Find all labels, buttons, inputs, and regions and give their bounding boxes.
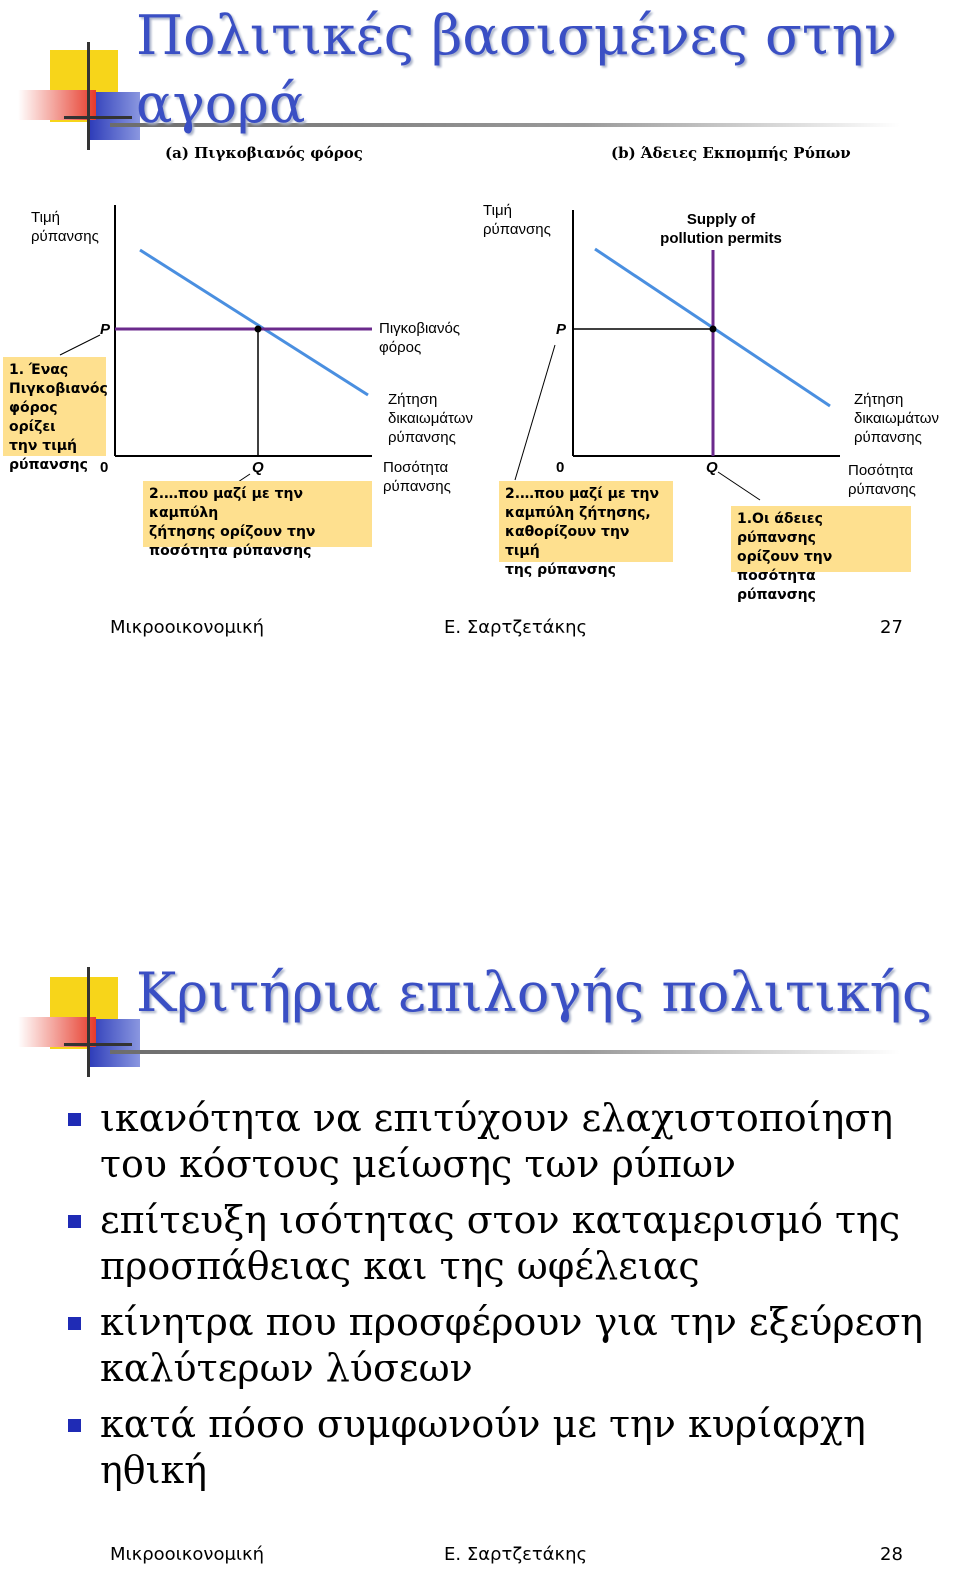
slide-28 (0, 955, 960, 1577)
deco-horizontal-line (64, 1043, 132, 1046)
list-item-text: κατά πόσο συμφωνούν με την κυρίαρχη ηθική (100, 1402, 866, 1492)
panel-a-x-axis-label: Ποσότητα ρύπανσης (383, 459, 451, 495)
panel-b-p-label: P (556, 321, 567, 338)
footer-author: Ε. Σαρτζετάκης (444, 1544, 588, 1565)
panel-a-caption: (a) Πιγκοβιανός φόρος (165, 144, 363, 162)
panel-b-q-leader (718, 472, 760, 500)
bullet-square-icon (68, 1317, 81, 1330)
title-underline (110, 1050, 900, 1054)
slide-title: Κριτήρια επιλογής πολιτικής (136, 961, 933, 1024)
panel-b-x-axis-label: Ποσότητα ρύπανσης (848, 462, 916, 498)
footer-page-number: 27 (880, 617, 903, 638)
footer-page-number: 28 (880, 1544, 903, 1565)
list-item (66, 1299, 946, 1391)
panel-a-q-label: Q (252, 459, 264, 476)
panel-a-note-2: 2.…που μαζί με την καμπύλη ζήτησης ορίζουν την ποσότητα ρύπανσης (143, 481, 372, 547)
panel-a-note1-leader (60, 335, 100, 355)
panel-b-y-axis-label: Τιμή ρύπανσης (483, 202, 551, 238)
panel-a-p-label: P (100, 321, 111, 338)
deco-vertical-line (87, 967, 90, 1077)
panel-b-equilibrium-point (710, 326, 717, 333)
list-item-text: κίνητρα που προσφέρουν για την εξεύρεση καλύτερων λύσεων (100, 1300, 924, 1390)
panel-b-note-1: 1.Οι άδειες ρύπανσης ορίζουν την ποσότητα ρύπανσης (731, 506, 911, 572)
panel-b-demand-label: Ζήτηση δικαιωμάτων ρύπανσης (854, 391, 939, 446)
panel-a-zero-label: 0 (100, 459, 109, 476)
panel-b-zero-label: 0 (556, 459, 565, 476)
panel-a-demand-line (140, 250, 368, 395)
list-item (66, 1197, 946, 1289)
panel-b-caption: (b) Άδειες Εκπομπής Ρύπων (611, 144, 851, 162)
list-item-text: ικανότητα να επιτύχουν ελαχιστοποίηση του κόστους μείωσης των ρύπων (100, 1096, 893, 1186)
panel-a-y-axis-label: Τιμή ρύπανσης (31, 209, 99, 245)
criteria-list (66, 1095, 946, 1503)
list-item-text: επίτευξη ισότητας στον καταμερισμό της προσπάθειας και της ωφέλειας (100, 1198, 901, 1288)
panel-b-supply-label: Supply of pollution permits (660, 211, 782, 247)
panel-a-note-1: 1. Ένας Πιγκοβιανός φόρος ορίζει την τιμή ρύπανσης (3, 357, 106, 456)
footer-course: Μικροοικονομική (110, 617, 265, 638)
panel-b-note2-leader (515, 345, 555, 480)
panel-a-tax-label: Πιγκοβιανός φόρος (379, 320, 461, 356)
bullet-square-icon (68, 1215, 81, 1228)
footer-author: Ε. Σαρτζετάκης (444, 617, 588, 638)
footer-course: Μικροοικονομική (110, 1544, 265, 1565)
list-item (66, 1095, 946, 1187)
slide-27 (0, 0, 960, 660)
panel-a-demand-label: Ζήτηση δικαιωμάτων ρύπανσης (388, 391, 473, 446)
panel-b-note-2: 2.…που μαζί με την καμπύλη ζήτησης, καθορίζουν την τιμή της ρύπανσης (499, 481, 673, 562)
list-item (66, 1401, 946, 1493)
panel-a-equilibrium-point (255, 326, 262, 333)
panel-b-q-label: Q (706, 459, 718, 476)
bullet-square-icon (68, 1113, 81, 1126)
slide-title: Πολιτικές βασισμένες στην αγορά (136, 4, 897, 135)
bullet-square-icon (68, 1419, 81, 1432)
